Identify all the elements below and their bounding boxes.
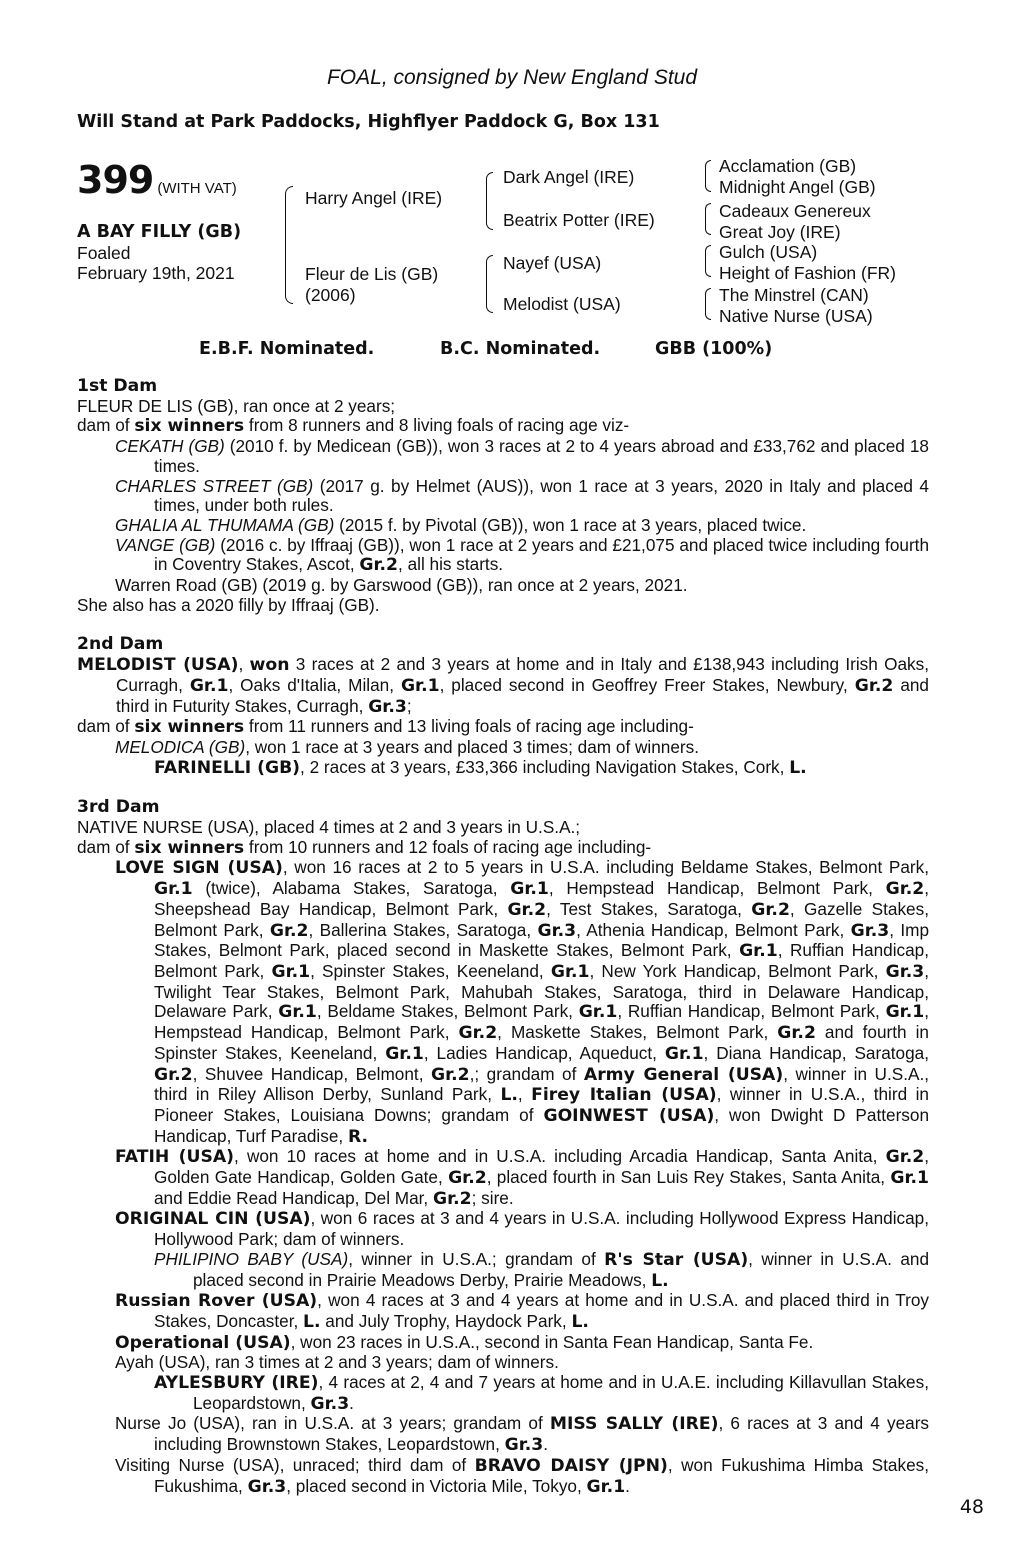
produce-entry: VANGE (GB) (2016 c. by Iffraaj (GB)), won 1 race at 2 years and £21,075 and placed twice including fourth in Coventry Stakes, Ascot, Gr.2, all his starts.	[115, 534, 930, 576]
pedigree-brace	[705, 288, 711, 320]
pedigree-gen2-3: Nayef (USA)	[503, 253, 602, 273]
pedigree-brace	[705, 203, 711, 235]
pedigree-gen3-4: Great Joy (IRE)	[719, 222, 841, 242]
produce-entry: LOVE SIGN (USA), won 16 races at 2 to 5 years in U.S.A. including Beldame Stakes, Belmont Park, Gr.1 (twice), Alabama Stakes, Saratoga, Gr.1, Hempstead Handicap, Belmont Park, Gr.2, Sheepshead Bay Handicap, Belmont Park, Gr.2, Test Stakes, Saratoga, Gr.2, Gazelle Stakes, Belmont Park, Gr.2, Ballerina Stakes, Saratoga, Gr.3, Athenia Handicap, Belmont Park, Gr.3, Imp Stakes, Belmont Park, placed second in Maskette Stakes, Belmont Park, Gr.1, Ruffian Handicap, Belmont Park, Gr.1, Spinster Stakes, Keeneland, Gr.1, New York Handicap, Belmont Park, Gr.3, Twilight Tear Stakes, Belmont Park, Mahubah Stakes, Saratoga, third in Delaware Handicap, Delaware Park, Gr.1, Beldame Stakes, Belmont Park, Gr.1, Ruffian Handicap, Belmont Park, Gr.1, Hempstead Handicap, Belmont Park, Gr.2, Maskette Stakes, Belmont Park, Gr.2 and fourth in Spinster Stakes, Keeneland, Gr.1, Ladies Handicap, Aqueduct, Gr.1, Diana Handicap, Saratoga, Gr.2, Shuvee Handicap, Belmont, Gr.2,; grandam of Army General (USA), winner in U.S.A., third in Riley Allison Derby, Sunland Park, L., Firey Italian (USA), winner in U.S.A., third in Pioneer Stakes, Louisiana Downs; grandam of GOINWEST (USA), won Dwight D Patterson Handicap, Turf Paradise, R.	[115, 857, 930, 1147]
pedigree-gen2-2: Beatrix Potter (IRE)	[503, 210, 655, 230]
consignor-line: FOAL, consigned by New England Stud	[326, 66, 698, 89]
lot-number: 399	[77, 158, 154, 202]
pedigree-gen3-6: Height of Fashion (FR)	[719, 263, 897, 283]
catalogue-body	[77, 377, 929, 1497]
produce-entry: CEKATH (GB) (2010 f. by Medicean (GB)), won 3 races at 2 to 4 years abroad and £33,762 and placed 18 times.	[115, 436, 929, 476]
pedigree-brace	[285, 186, 293, 304]
third-dam-record: dam of six winners from 10 runners and 12 foals of racing age including-	[77, 836, 652, 858]
lot-description: A BAY FILLY (GB)	[77, 222, 242, 242]
produce-entry: FATIH (USA), won 10 races at home and in U.S.A. including Arcadia Handicap, Santa Anita, Gr.2, Golden Gate Handicap, Golden Gate, Gr.2, placed fourth in San Luis Rey Stakes, Santa Anita, Gr.1 and Eddie Read Handicap, Del Mar, Gr.2; sire.	[115, 1146, 930, 1209]
pedigree-brace	[486, 255, 493, 313]
pedigree-gen3-2: Midnight Angel (GB)	[719, 177, 876, 197]
first-dam-record: dam of six winners from 8 runners and 8 living foals of racing age viz-	[77, 415, 630, 437]
produce-entry: Nurse Jo (USA), ran in U.S.A. at 3 years; grandam of MISS SALLY (IRE), 6 races at 3 and 4 years including Brownstown Stakes, Leopardstown, Gr.3.	[115, 1413, 930, 1456]
second-dam-record: dam of six winners from 11 runners and 13 living foals of racing age including-	[77, 716, 694, 738]
foaled-label: Foaled	[77, 243, 131, 263]
produce-entry: MELODICA (GB), won 1 race at 3 years and placed 3 times; dam of winners.	[115, 736, 699, 757]
pedigree-gen3-8: Native Nurse (USA)	[719, 306, 873, 326]
pedigree-gen3-7: The Minstrel (CAN)	[719, 285, 869, 305]
bc-nomination: B.C. Nominated.	[440, 339, 601, 359]
pedigree-sire: Harry Angel (IRE)	[305, 188, 443, 208]
foaled-date: February 19th, 2021	[77, 263, 235, 283]
second-dam-summary: MELODIST (USA), won 3 races at 2 and 3 years at home and in Italy and £138,943 including Irish Oaks, Curragh, Gr.1, Oaks d'Italia, Milan, Gr.1, placed second in Geoffrey Freer Stakes, Newbury, Gr.2 and third in Futurity Stakes, Curragh, Gr.3;	[77, 654, 929, 717]
produce-entry: AYLESBURY (IRE), 4 races at 2, 4 and 7 years at home and in U.A.E. including Killavullan Stakes, Leopardstown, Gr.3.	[154, 1372, 929, 1414]
first-dam-intro: FLEUR DE LIS (GB), ran once at 2 years;	[77, 395, 396, 416]
stand-location: Will Stand at Park Paddocks, Highflyer Paddock G, Box 131	[77, 112, 660, 132]
pedigree-brace	[705, 245, 711, 277]
produce-entry: Operational (USA), won 23 races in U.S.A., second in Santa Fean Handicap, Santa Fe.	[115, 1331, 814, 1353]
produce-entry: PHILIPINO BABY (USA), winner in U.S.A.; grandam of R's Star (USA), winner in U.S.A. and placed second in Prairie Meadows Derby, Prairie Meadows, L.	[154, 1248, 930, 1291]
produce-entry: Russian Rover (USA), won 4 races at 3 and 4 years at home and in U.S.A. and placed third in Troy Stakes, Doncaster, L. and July Trophy, Haydock Park, L.	[115, 1290, 929, 1332]
pedigree-gen3-5: Gulch (USA)	[719, 242, 818, 262]
produce-entry: ORIGINAL CIN (USA), won 6 races at 3 and 4 years in U.S.A. including Hollywood Express Handicap, Hollywood Park; dam of winners.	[115, 1208, 930, 1250]
vat-label: (WITH VAT)	[157, 180, 237, 197]
lot-number-block	[77, 158, 237, 202]
pedigree-gen3-1: Acclamation (GB)	[719, 156, 857, 176]
page-number: 48	[959, 1496, 984, 1518]
third-dam-intro: NATIVE NURSE (USA), placed 4 times at 2 and 3 years in U.S.A.;	[77, 817, 581, 838]
pedigree-gen2-4: Melodist (USA)	[503, 294, 621, 314]
produce-entry: GHALIA AL THUMAMA (GB) (2015 f. by Pivotal (GB)), won 1 race at 3 years, placed twice.	[115, 514, 807, 535]
first-dam-heading: 1st Dam	[77, 376, 158, 396]
pedigree-gen3-3: Cadeaux Genereux	[719, 201, 871, 221]
first-dam-also: She also has a 2020 filly by Iffraaj (GB).	[77, 594, 380, 615]
produce-entry: Ayah (USA), ran 3 times at 2 and 3 years; dam of winners.	[115, 1352, 559, 1373]
pedigree-dam-year: (2006)	[305, 285, 356, 305]
pedigree-gen2-1: Dark Angel (IRE)	[503, 167, 635, 187]
third-dam-heading: 3rd Dam	[77, 797, 160, 818]
produce-entry: Warren Road (GB) (2019 g. by Garswood (GB)), ran once at 2 years, 2021.	[115, 575, 688, 596]
ebf-nomination: E.B.F. Nominated.	[199, 339, 375, 359]
second-dam-heading: 2nd Dam	[77, 634, 164, 655]
gbb-label: GBB (100%)	[655, 339, 773, 359]
pedigree-dam: Fleur de Lis (GB)	[305, 264, 439, 284]
produce-entry: CHARLES STREET (GB) (2017 g. by Helmet (AUS)), won 1 race at 3 years, 2020 in Italy and placed 4 times, under both rules.	[115, 475, 929, 516]
produce-entry: FARINELLI (GB), 2 races at 3 years, £33,366 including Navigation Stakes, Cork, L.	[154, 756, 807, 778]
pedigree-brace	[705, 160, 711, 192]
pedigree-brace	[486, 172, 493, 230]
produce-entry: Visiting Nurse (USA), unraced; third dam of BRAVO DAISY (JPN), won Fukushima Himba Stakes, Fukushima, Gr.3, placed second in Victoria Mile, Tokyo, Gr.1.	[115, 1454, 929, 1497]
